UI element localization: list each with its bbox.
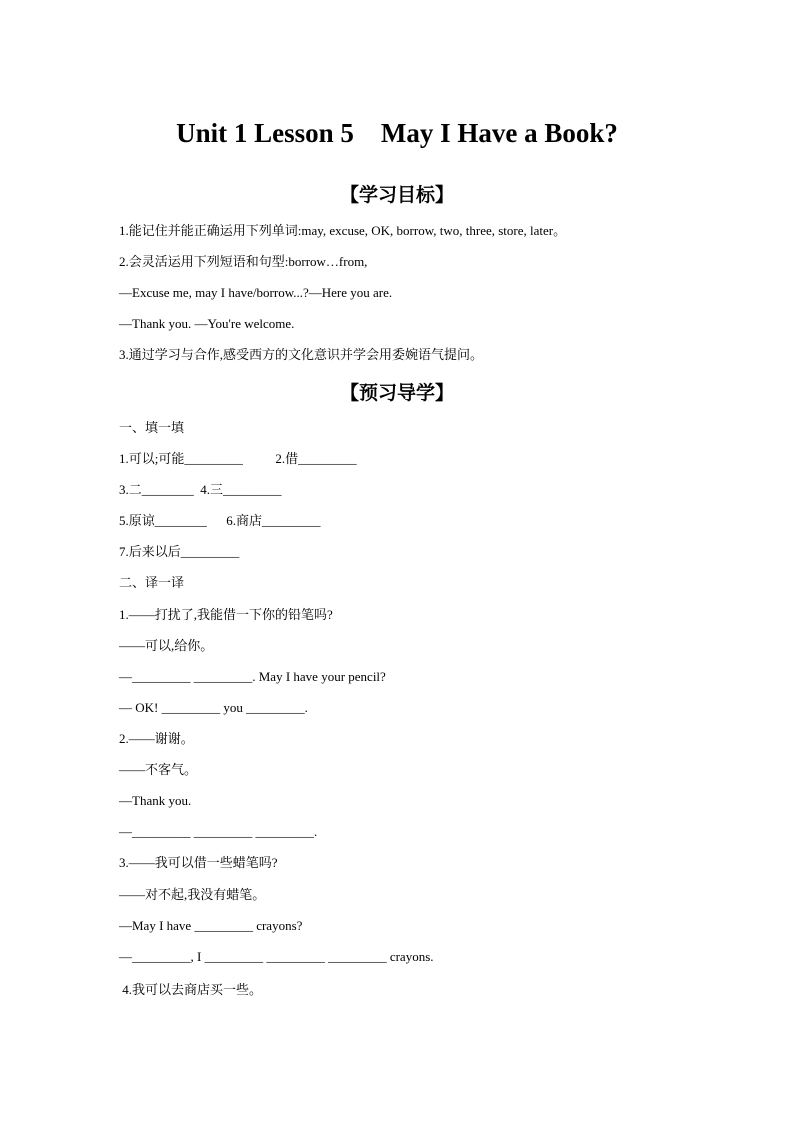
translate-item-2-q: 2.——谢谢。: [119, 731, 194, 746]
part-one-heading: 一、填一填: [119, 420, 185, 435]
part-two-heading: 二、译一译: [119, 575, 185, 590]
translate-item-2-en-a: —_________ _________ _________.: [119, 824, 318, 839]
translate-item-1-en-a: — OK! _________ you _________.: [119, 700, 308, 715]
translate-item-2-a: ——不客气。: [119, 762, 198, 777]
translate-item-2-en-q: —Thank you.: [119, 793, 192, 808]
objective-line-3: 3.通过学习与合作,感受西方的文化意识并学会用委婉语气提问。: [119, 347, 484, 362]
objective-line-1: 1.能记住并能正确运用下列单词:may, excuse, OK, borrow, two, three, store, later。: [119, 223, 567, 238]
section-heading-objectives: 【学习目标】: [339, 184, 454, 206]
translate-item-1-q: 1.——打扰了,我能借一下你的铅笔吗?: [119, 607, 333, 622]
translate-item-3-a: ——对不起,我没有蜡笔。: [119, 887, 266, 902]
translate-item-1-a: ——可以,给你。: [119, 638, 214, 653]
translate-item-4-q: 4.我可以去商店买一些。: [119, 982, 263, 997]
translate-item-1-en-q: —_________ _________. May I have your pencil?: [119, 669, 386, 684]
objective-dialogue-1: —Excuse me, may I have/borrow...?—Here you are.: [119, 285, 393, 300]
section-heading-preview: 【预习导学】: [339, 382, 454, 404]
translate-item-3-en-a: —_________, I _________ _________ _________ crayons.: [119, 949, 434, 964]
fill-item-row-4: 7.后来以后_________: [119, 544, 240, 559]
translate-item-3-q: 3.——我可以借一些蜡笔吗?: [119, 855, 278, 870]
fill-item-row-1: 1.可以;可能_________ 2.借_________: [119, 451, 357, 466]
lesson-title: Unit 1 Lesson 5 May I Have a Book?: [176, 118, 618, 148]
objective-line-2: 2.会灵活运用下列短语和句型:borrow…from,: [119, 254, 368, 269]
objective-dialogue-2: —Thank you. —You're welcome.: [119, 316, 295, 331]
fill-item-row-2: 3.二________ 4.三_________: [119, 482, 282, 497]
translate-item-3-en-q: —May I have _________ crayons?: [119, 918, 303, 933]
fill-item-row-3: 5.原谅________ 6.商店_________: [119, 513, 321, 528]
